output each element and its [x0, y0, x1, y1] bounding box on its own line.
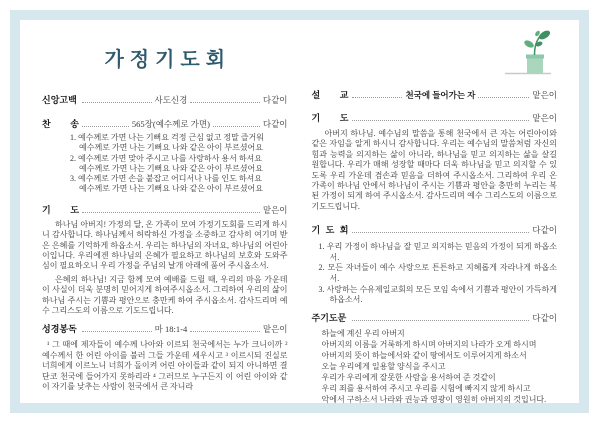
- program-row-scripture: [42, 322, 288, 335]
- program-assignee-sermon: 맡은이: [532, 90, 557, 100]
- dotted-leader: [82, 117, 129, 127]
- hymn-line: 1. 예수께로 가면 나는 기뻐요 걱정 근심 없고 정말 즐거워: [70, 133, 265, 142]
- lords-prayer-line: 우리 죄를 용서하여 주시고 우리를 시험에 빠지지 않게 하시고: [321, 383, 531, 393]
- prayer-topic-item: 1. 우리 가정이 하나님을 잘 믿고 의지하는 믿음의 가정이 되게 하옵소서.: [318, 242, 557, 262]
- program-center-hymn: 565장(예수께로 가면): [131, 119, 210, 129]
- lords-prayer-line: 아버지의 이름을 거룩하게 하시며 아버지의 나라가 오게 하시며: [321, 339, 537, 349]
- program-assignee-lords-prayer: 다같이: [532, 312, 557, 323]
- program-row-prayer-meeting: [312, 223, 558, 236]
- right-page: [312, 20, 558, 403]
- hymn-line: 2. 예수께로 가면 맞아 주시고 나를 사랑하사 용서 하셔요: [70, 153, 263, 163]
- prayer-topic-item: 3. 사랑하는 수유제일교회의 모든 모임 속에서 기쁨과 평안이 가득하게 하옵소서.: [318, 284, 557, 305]
- opening-prayer-paragraph-1: 하나님 아버지! 가정의 달, 온 가족이 모여 가정기도회를 드리게 하시니 감사합니다. 하나님께서 허락하신 가정을 소중하고 감사히 여기며 받은 은혜를 기억하게 하옵소서. 우리는 하나님의 자녀요, 하나님의 어린아이입니다. 우리에겐 하나님의 은혜가 필요하고 하나님의 보호와 도와주심이 필요하오니 우리 가정을 주님의 날개 아래에 품어 주시옵소서.: [42, 219, 288, 271]
- lords-prayer-line: 오늘 우리에게 일용할 양식을 주시고: [321, 361, 446, 371]
- dotted-leader: [478, 88, 529, 98]
- hymn-line: 예수께로 가면 나는 기뻐요 나와 같은 아이 부르셨어요: [79, 163, 264, 173]
- hymn-line: 예수께로 가면 나는 기뻐요 나와 같은 아이 부르셨어요: [79, 184, 264, 194]
- page-title: 가정기도회: [104, 49, 232, 71]
- bulletin-sheet: [10, 10, 589, 413]
- program-row-lords-prayer: [312, 311, 558, 324]
- program-label-lords-prayer: 주기도문: [311, 312, 347, 323]
- dotted-leader: [352, 111, 530, 121]
- lords-prayer-text: [312, 328, 558, 405]
- hymn-line: 3. 예수께로 가면 손을 붙잡고 어디서나 나를 인도 하셔요: [70, 174, 263, 184]
- sermon-title: 천국에 들어가는 자: [405, 90, 476, 100]
- program-label-prayer-meeting: 기 도 회: [311, 225, 349, 236]
- program-row-confession: [42, 93, 288, 106]
- program-assignee-prayer-meeting: 다같이: [532, 225, 557, 236]
- program-label-sermon: 설 교: [311, 90, 349, 100]
- lords-prayer-line: 하늘에 계신 우리 아버지: [321, 328, 405, 338]
- program-row-sermon: [312, 88, 558, 101]
- bulletin-content: [20, 20, 579, 403]
- prayer-topics-list: [312, 242, 558, 306]
- dotted-leader: [352, 223, 530, 233]
- program-label-prayer-right: 기 도: [311, 113, 349, 123]
- lords-prayer-line: 악에서 구하소서 나라와 권능과 영광이 영원히 아버지의 것입니다.: [321, 394, 547, 404]
- hymn-line: 예수께로 가면 나는 기뻐요 나와 같은 아이 부르셨어요: [79, 143, 264, 153]
- program-assignee-prayer-right: 맡은이: [532, 113, 557, 123]
- program-assignee-prayer: 맡은이: [262, 204, 288, 215]
- program-row-prayer-left: [42, 203, 288, 216]
- dotted-leader: [352, 311, 530, 321]
- prayer-topic-item: 2. 모든 자녀들이 예수 사랑으로 튼튼하고 지혜롭게 자라나게 하옵소서.: [318, 263, 557, 284]
- dotted-leader: [190, 322, 260, 332]
- program-label-scripture: 성경봉독: [42, 324, 77, 335]
- hymn-lyrics: [42, 133, 288, 195]
- program-label-confession: 신앙고백: [42, 95, 77, 105]
- dotted-leader: [82, 93, 152, 103]
- opening-prayer-paragraph-2: 은혜의 하나님! 지금 함께 모여 예배를 드릴 때, 우리의 마음 가운데 이 사실이 더욱 분명히 믿어지게 하여주시옵소서. 그리하여 우리의 삶이 하나님 주시는 기쁨과 평안으로 충만케 하여 주시옵소서. 감사드리며 예수 그리스도의 이름으로 기도드립니다.: [42, 274, 288, 316]
- dotted-leader: [82, 322, 152, 332]
- program-row-hymn: [42, 117, 288, 130]
- program-row-prayer-right: [312, 111, 558, 124]
- program-assignee-confession: 다같이: [262, 95, 288, 105]
- scripture-text: ¹ 그 때에 제자들이 예수께 나아와 이르되 천국에서는 누가 크니이까 ² 예수께서 한 어린 아이를 불러 그들 가운데 세우시고 ³ 이르시되 진실로 너희에게 이르노니 너희가 돌이켜 어린 아이들과 같이 되지 아니하면 결단코 천국에 들어가지 못하리라 ⁴ 그러므로 누구든지 이 어린 아이와 같이 자기를 낮추는 사람이 천국에서 큰 자니라: [42, 340, 288, 392]
- program-label-hymn: 찬 송: [42, 119, 79, 129]
- program-assignee-scripture: 맡은이: [262, 324, 288, 335]
- lords-prayer-line: 아버지의 뜻이 하늘에서와 같이 땅에서도 이루어지게 하소서: [321, 350, 527, 360]
- program-assignee-hymn: 다같이: [262, 119, 288, 129]
- dotted-leader: [352, 88, 403, 98]
- response-prayer-paragraph: 아버지 하나님. 예수님의 말씀을 통해 천국에서 큰 자는 어린아이와 같은 자임을 알게 하시니 감사합니다. 우리는 예수님의 말씀처럼 자신의 힘과 능력을 의지하는 삶이 아니라, 하나님을 믿고 의지하는 삶을 살길 원합니다. 우리가 매해 성장할 때마다 더욱 하나님을 믿고 의지할 수 있도록 우리 가운데 겸손과 믿음을 더하여 주시옵소서. 그리하여 우리 온 가족이 하나님 안에서 하나님이 주시는 기쁨과 평안을 충만히 누리는 복된 가정이 되게 하여 주시옵소서. 감사드리며 예수 그리스도의 이름으로 기도드립니다.: [311, 129, 557, 211]
- dotted-leader: [190, 93, 260, 103]
- lords-prayer-line: 우리가 우리에게 잘못한 사람을 용서하여 준 것같이: [321, 372, 496, 382]
- potted-plant-icon: [504, 29, 554, 77]
- dotted-leader: [82, 203, 260, 213]
- program-center-scripture: 마 18:1-4: [154, 324, 188, 335]
- program-label-prayer: 기 도: [42, 204, 79, 215]
- dotted-leader: [213, 117, 260, 127]
- program-center-confession: 사도신경: [154, 95, 188, 105]
- left-page: [42, 20, 288, 403]
